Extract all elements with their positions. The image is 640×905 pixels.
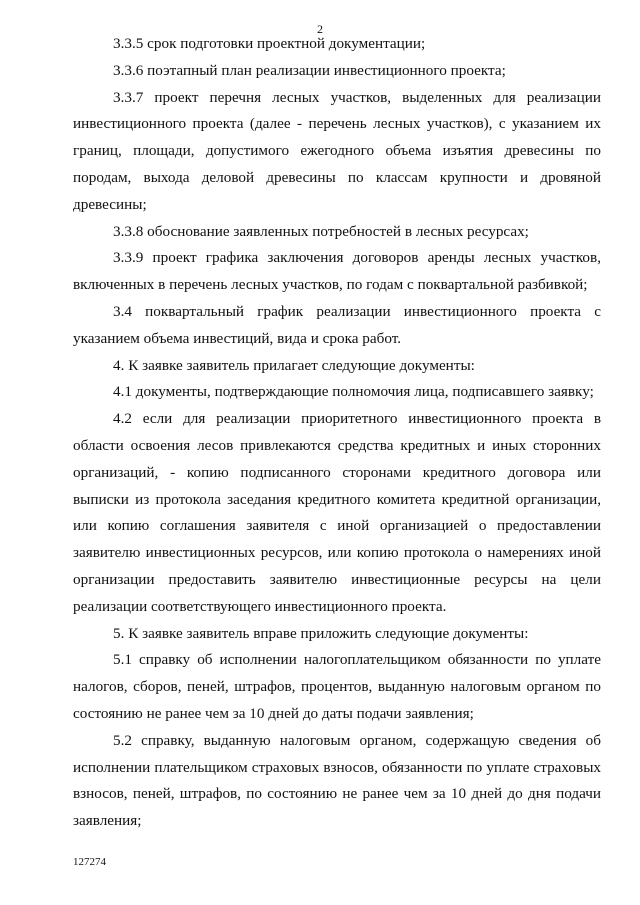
paragraph-3-3-6: 3.3.6 поэтапный план реализации инвестиционного проекта; xyxy=(113,61,506,79)
paragraph-4: 4. К заявке заявитель прилагает следующие документы: xyxy=(113,356,475,374)
paragraph-5-2: 5.2 справку, выданную налоговым органом, содержащую сведения об исполнении плательщиком страховых взносов, обязанности по уплате страховых взносов, пеней, штрафов, по состоянию не ранее чем за 10 дней до дня подачи заявления; xyxy=(73,731,601,830)
paragraph-3-3-9: 3.3.9 проект графика заключения договоров аренды лесных участков, включенных в перечень лесных участков, по годам с поквартальной разбивкой; xyxy=(73,249,601,294)
paragraph-4-1: 4.1 документы, подтверждающие полномочия лица, подписавшего заявку; xyxy=(113,383,594,401)
paragraph-3-3-8: 3.3.8 обоснование заявленных потребностей в лесных ресурсах; xyxy=(113,222,529,240)
document-code: 127274 xyxy=(73,856,106,868)
paragraph-4-2: 4.2 если для реализации приоритетного инвестиционного проекта в области освоения лесов привлекаются средства кредитных и иных сторонних организаций, - копию подписанного сторонами кредитного договора или выписки из протокола заседания кредитного комитета кредитной организации, или копию соглашения заявителя с иной организацией о предоставлении заявителю инвестиционных ресурсов, или копию протокола о намерениях иной организации предоставить заявителю инвестиционные ресурсы на цели реализации соответствующего инвестиционного проекта. xyxy=(73,410,601,615)
paragraph-5-1: 5.1 справку об исполнении налогоплательщиком обязанности по уплате налогов, сборов, пеней, штрафов, процентов, выданную налоговым органом по состоянию не ранее чем за 10 дней до даты подачи заявления; xyxy=(73,651,601,722)
paragraph-5: 5. К заявке заявитель вправе приложить следующие документы: xyxy=(113,624,529,642)
paragraph-3-3-5: 3.3.5 срок подготовки проектной документации; xyxy=(113,35,426,52)
page-number: 2 xyxy=(317,22,323,36)
paragraph-3-4: 3.4 поквартальный график реализации инвестиционного проекта с указанием объема инвестиций, вида и срока работ. xyxy=(73,302,601,347)
document-body xyxy=(73,31,601,835)
paragraph-3-3-7: 3.3.7 проект перечня лесных участков, выделенных для реализации инвестиционного проекта (далее - перечень лесных участков), с указанием их границ, площади, допустимого ежегодного объема изъятия древесины по породам, выхода деловой древесины по классам крупности и дровяной древесины; xyxy=(73,88,601,213)
